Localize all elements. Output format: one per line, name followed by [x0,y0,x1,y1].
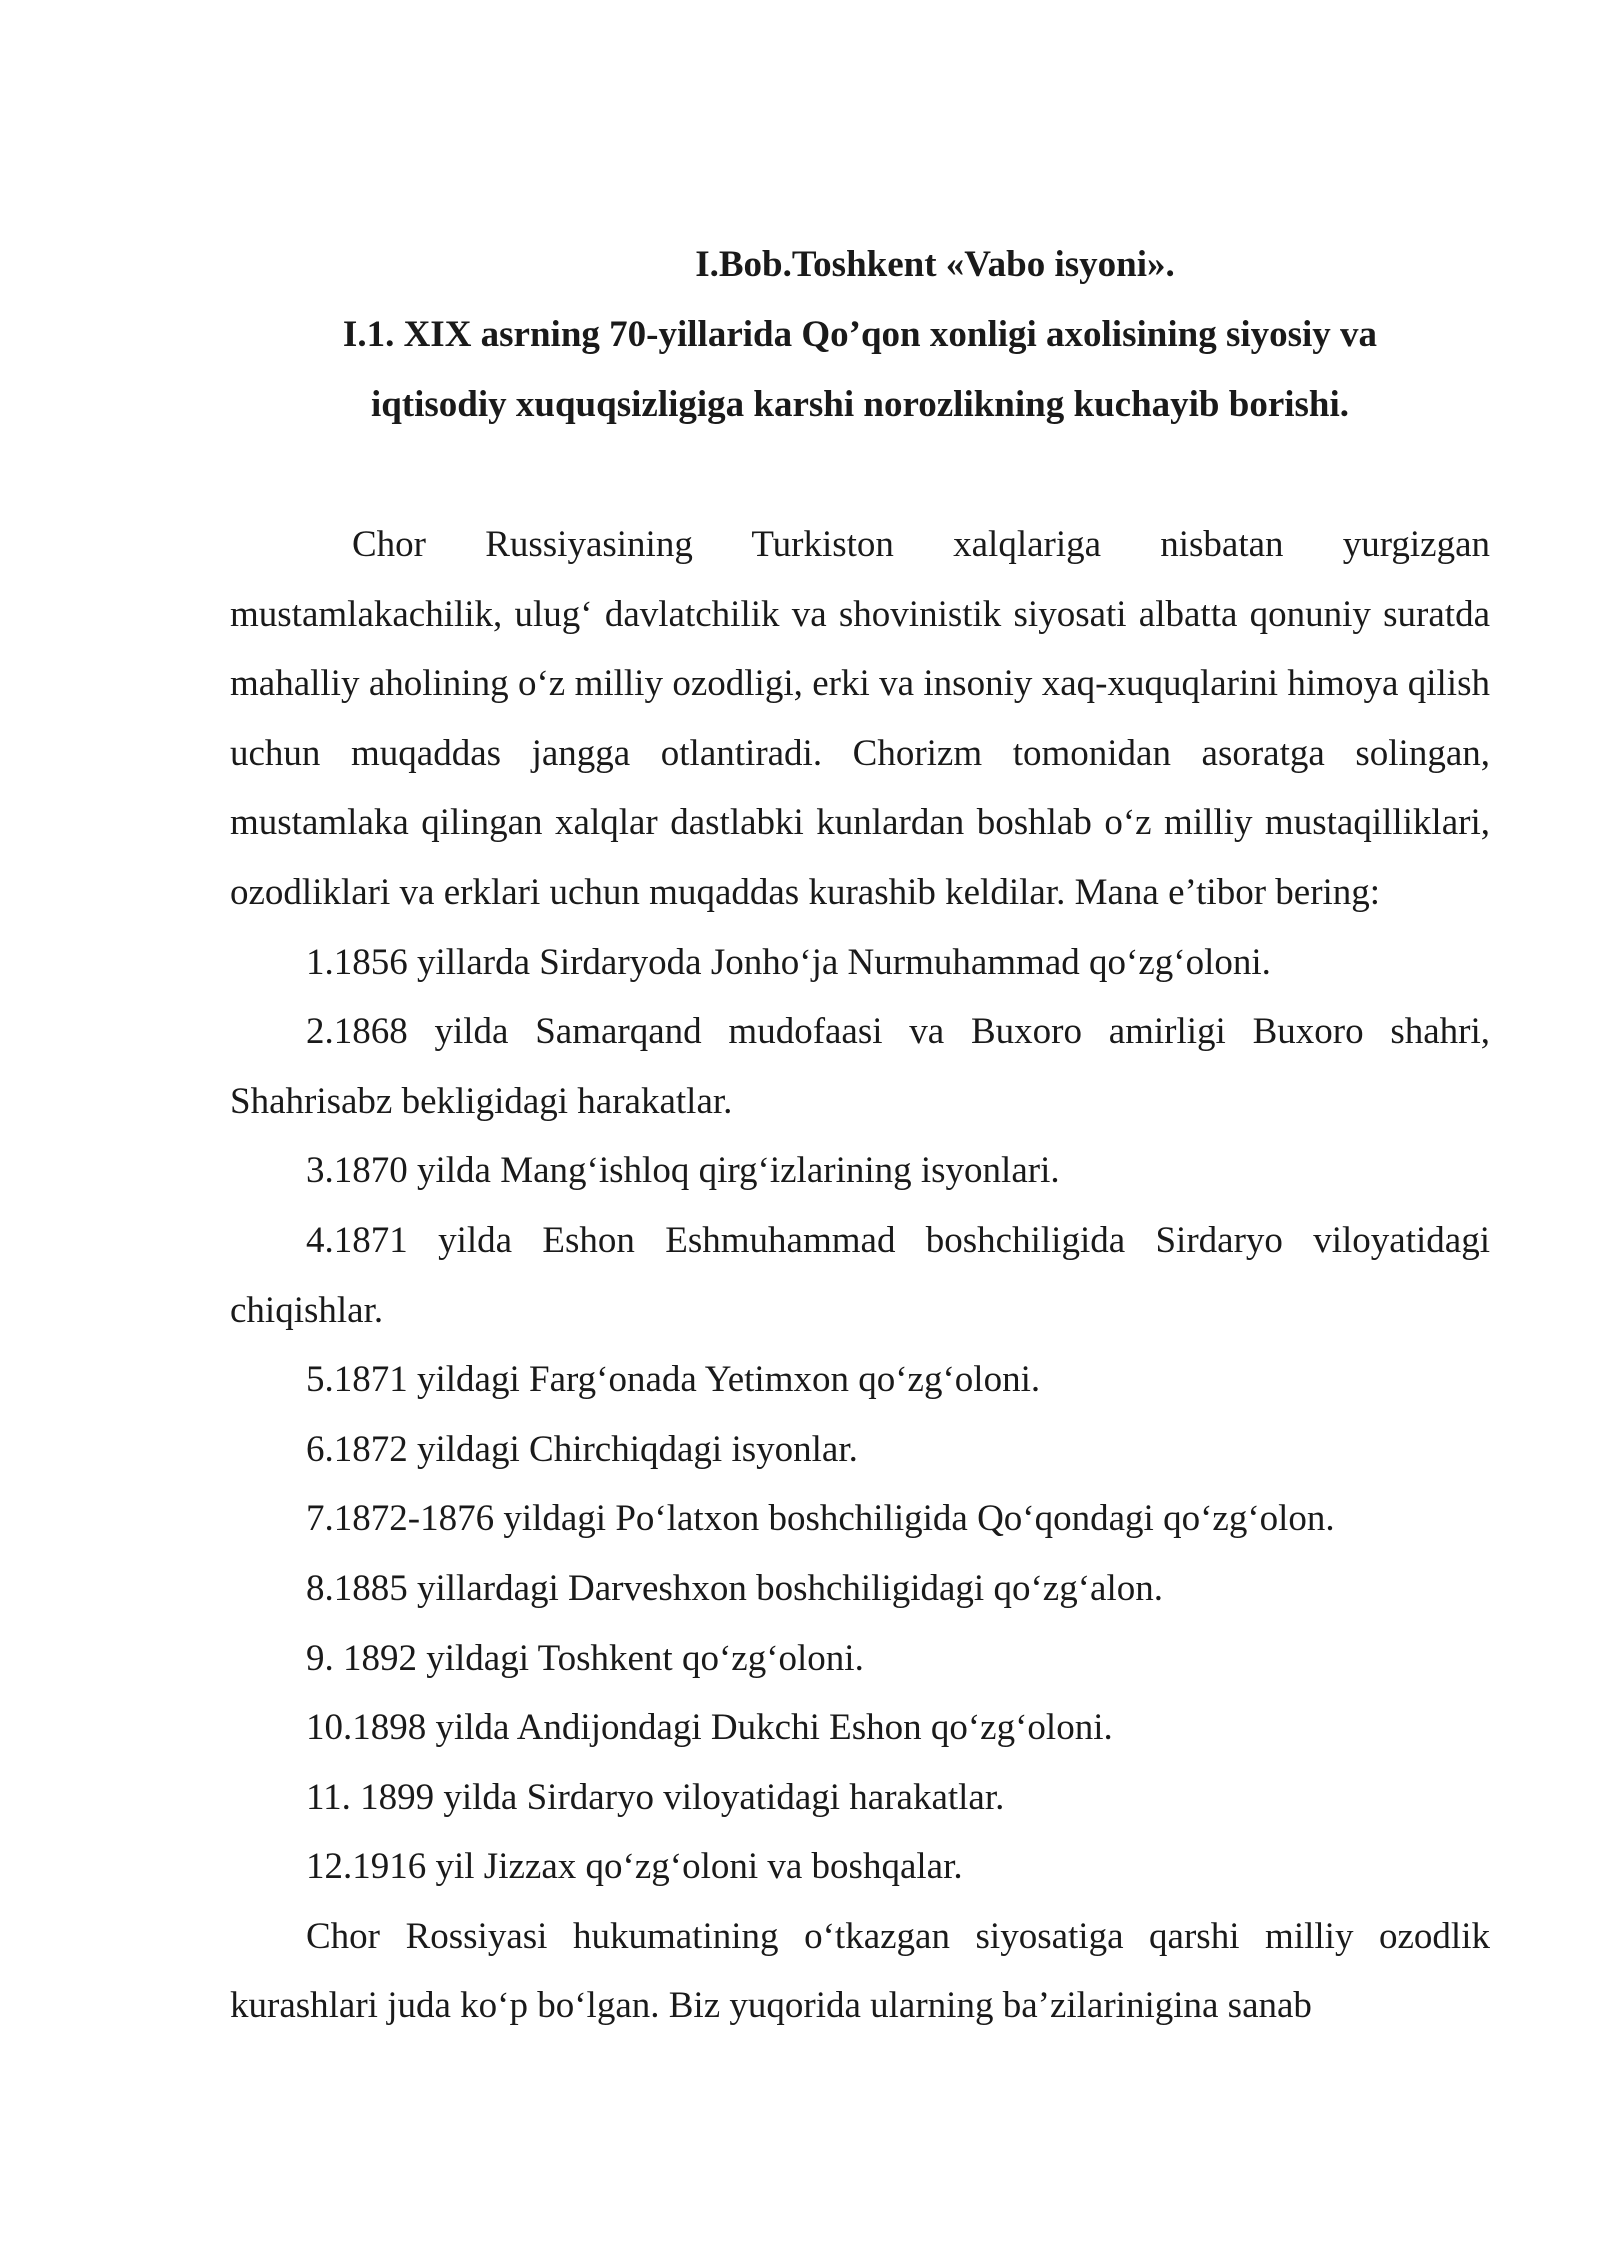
document-page [230,230,1490,2041]
list-item: 6.1872 yildagi Chirchiqdagi isyonlar. [306,1428,858,1470]
intro-paragraph: Chor Russiyasining Turkiston xalqlariga nisbatan yurgizgan mustamlakachilik, ulug‘ davlatchilik va shovinistik siyosati albatta qonuniy suratda mahalliy aholining o‘z milliy ozodligi, erki va insoniy xaq-xuquqlarini himoya qilish uchun muqaddas jangga otlantiradi. Chorizm tomonidan asoratga solingan, mustamlaka qilingan xalqlar dastlabki kunlardan boshlab o‘z milliy mustaqilliklari, ozodliklari va erklari uchun muqaddas kurashib keldilar. Mana e’tibor bering: [230,524,1490,913]
list-item: 11. 1899 yilda Sirdaryo viloyatidagi harakatlar. [306,1776,1005,1818]
section-title-line-1: I.1. XIX asrning 70-yillarida Qo’qon xonligi axolisining siyosiy va [342,314,1378,355]
section-title [230,300,1490,440]
list-item: 7.1872-1876 yildagi Po‘latxon boshchiligida Qo‘qondagi qo‘zg‘olon. [306,1498,1335,1540]
list-item: 2.1868 yilda Samarqand mudofaasi va Buxoro amirligi Buxoro shahri, Shahrisabz bekligidagi harakatlar. [230,1011,1490,1122]
list-item: 5.1871 yildagi Farg‘onada Yetimxon qo‘zg‘oloni. [306,1359,1041,1401]
uprisings-list [230,928,1490,1902]
list-item: 12.1916 yil Jizzax qo‘zg‘oloni va boshqalar. [306,1846,963,1888]
list-item: 1.1856 yillarda Sirdaryoda Jonho‘ja Nurmuhammad qo‘zg‘oloni. [306,941,1271,983]
list-item: 4.1871 yilda Eshon Eshmuhammad boshchiligida Sirdaryo viloyatidagi chiqishlar. [230,1219,1490,1331]
closing-paragraph: Chor Rossiyasi hukumatining o‘tkazgan siyosatiga qarshi milliy ozodlik kurashlari juda ko‘p bo‘lgan. Biz yuqorida ularning ba’zilarinigina sanab [230,1915,1490,2027]
list-item: 9. 1892 yildagi Toshkent qo‘zg‘oloni. [306,1637,864,1679]
document-body [230,510,1490,2041]
chapter-title: I.Bob.Toshkent «Vabo isyoni». [695,244,1175,285]
list-item: 3.1870 yilda Mang‘ishloq qirg‘izlarining isyonlari. [306,1150,1060,1192]
section-title-line-2: iqtisodiy xuquqsizligiga karshi norozlikning kuchayib borishi. [370,384,1350,425]
list-item: 10.1898 yilda Andijondagi Dukchi Eshon qo‘zg‘oloni. [306,1707,1113,1749]
list-item: 8.1885 yillardagi Darveshxon boshchiligidagi qo‘zg‘alon. [306,1567,1163,1609]
